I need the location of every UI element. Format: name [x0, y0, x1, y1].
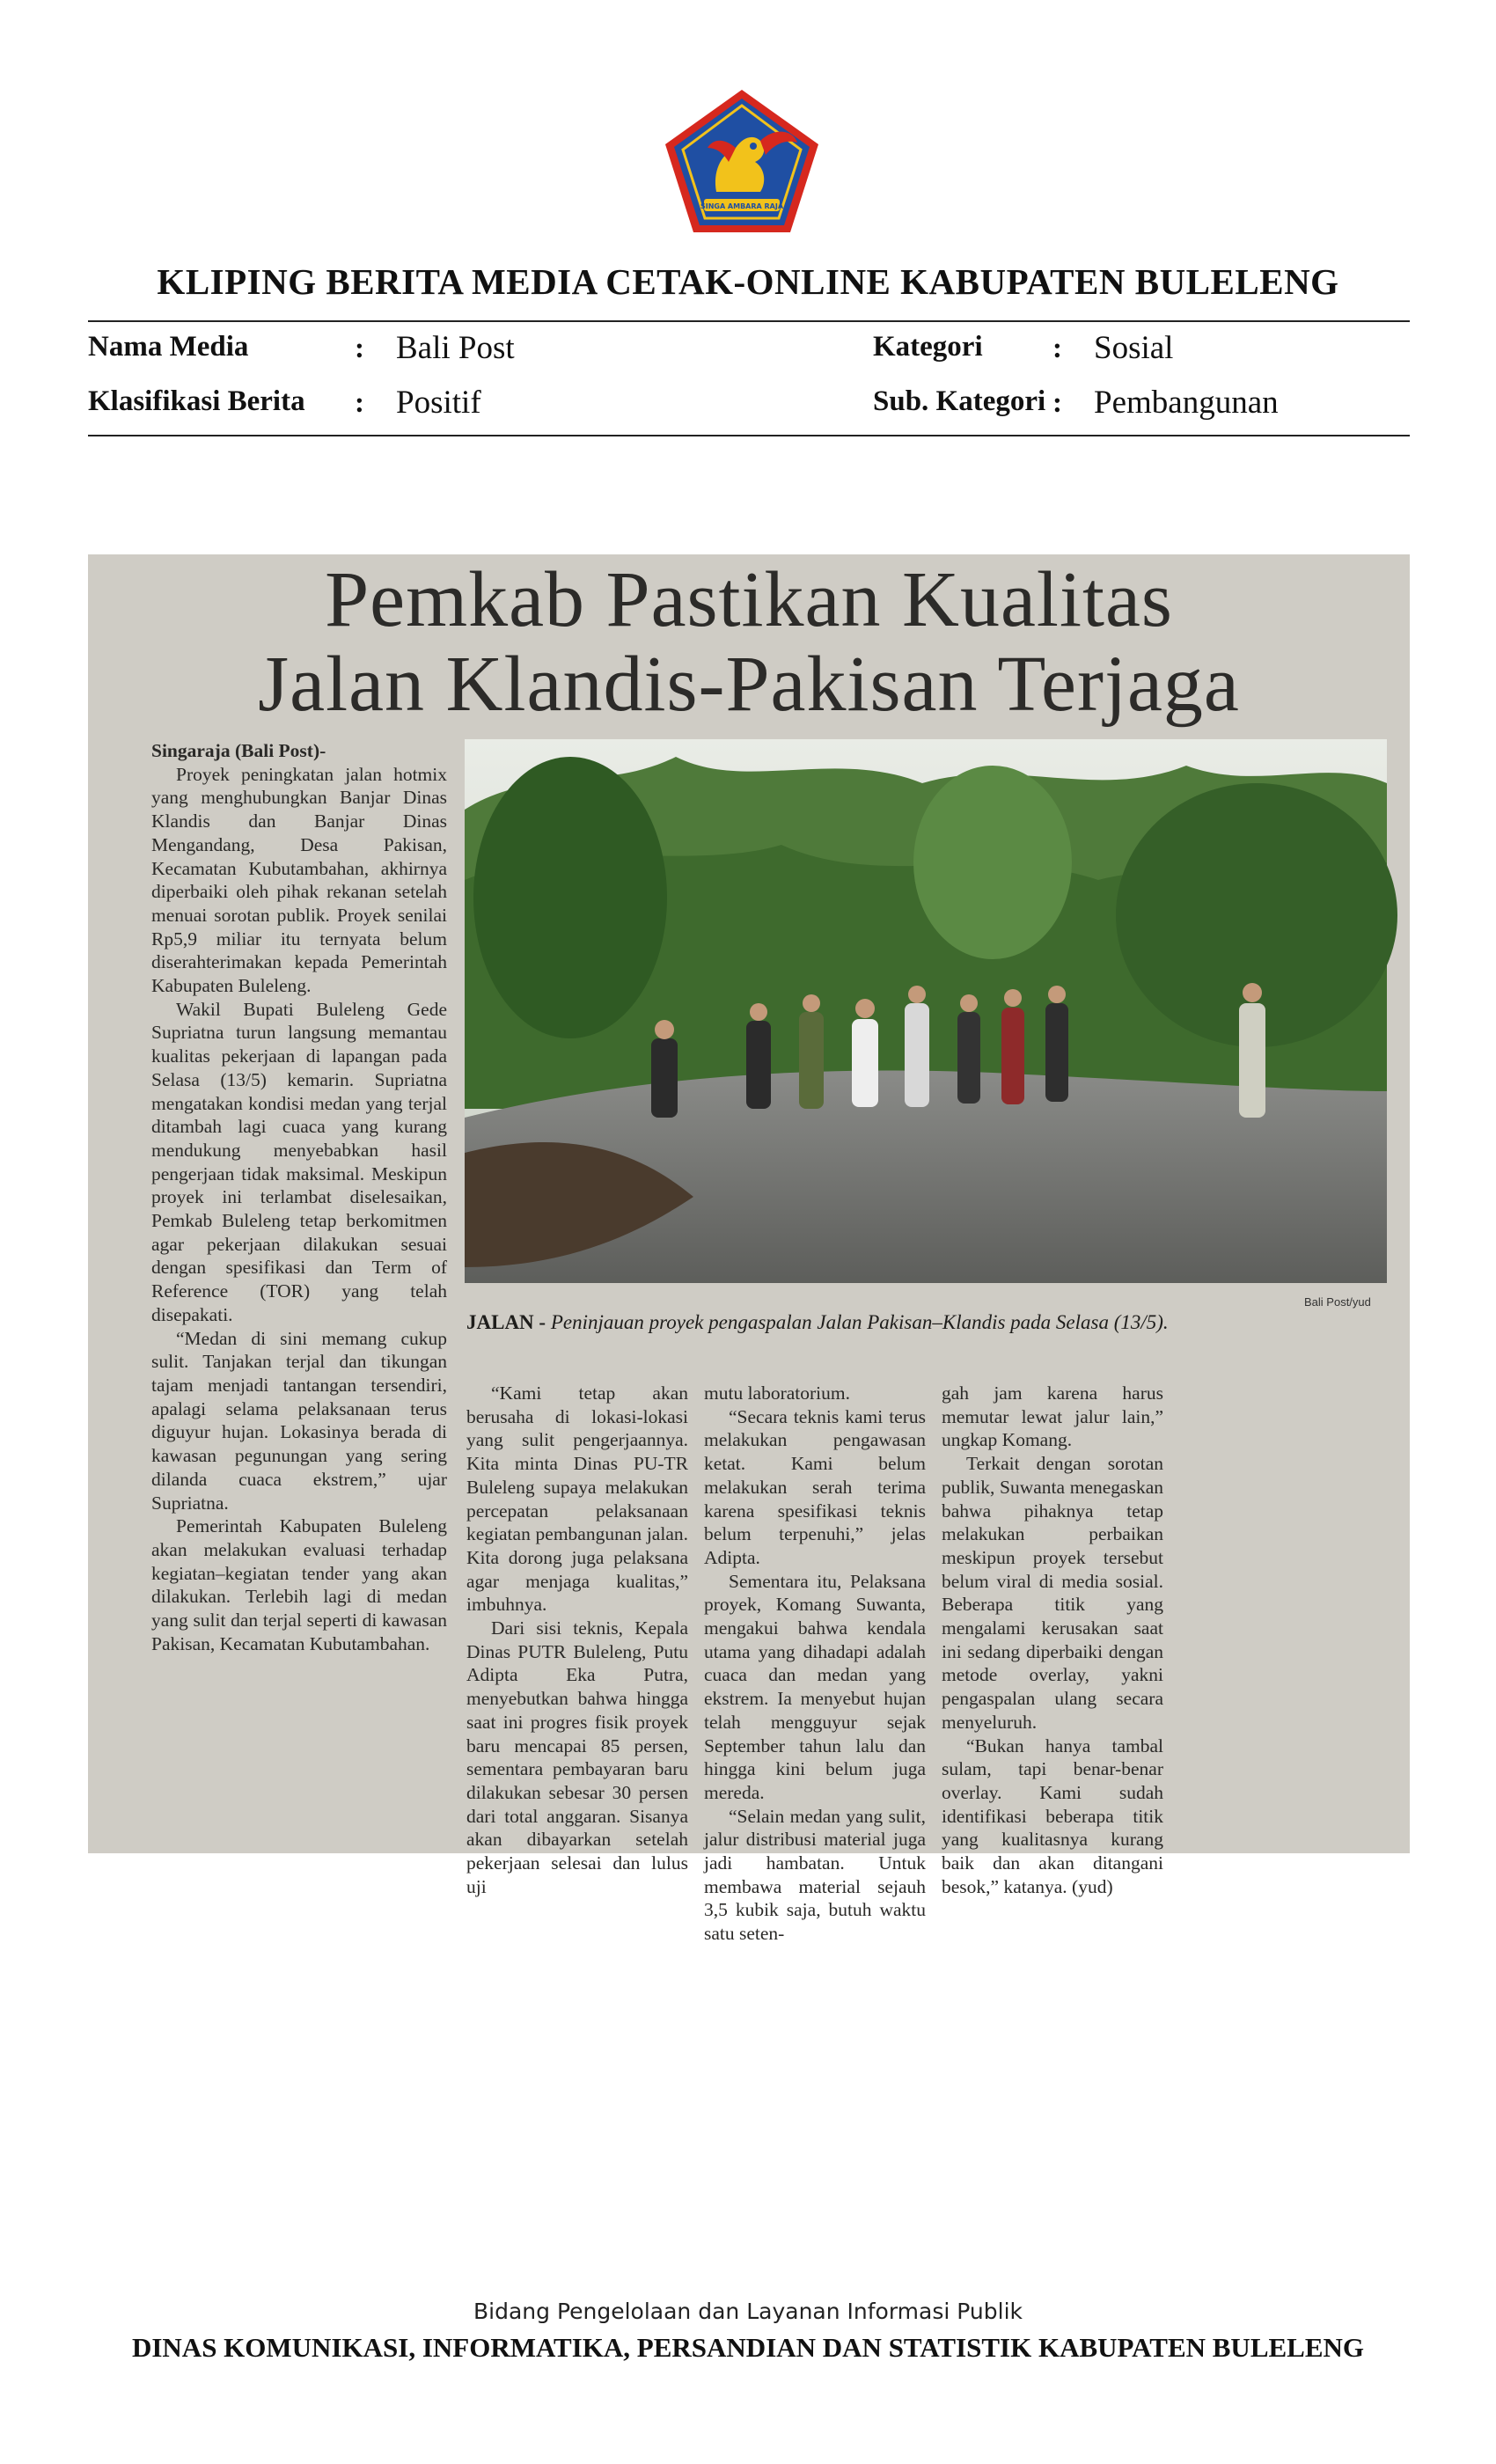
kategori-value: Sosial — [1094, 330, 1174, 366]
nama-media-colon: : — [355, 333, 364, 364]
header-rule-top — [88, 320, 1410, 322]
newspaper-clipping — [88, 554, 1410, 1945]
logo-motto: SINGA AMBARA RAJA — [700, 202, 784, 210]
paragraph: Dari sisi teknis, Kepala Dinas PUTR Buleleng, Putu Adipta Eka Putra, menyebutkan bahwa hingga saat ini progres fisik proyek baru mencapai 85 persen, sementara pembayaran baru dilakukan sebesar 30 persen dari total anggaran. Sisanya akan dibayarkan setelah pekerjaan selesai dan lulus uji — [466, 1617, 688, 1897]
paragraph: Pemerintah Kabupaten Buleleng akan melakukan evaluasi terhadap kegiatan–kegiatan tender yang akan dilakukan. Terlebih lagi di medan yang sulit dan terjal seperti di kawasan Pakisan, Kecamatan Kubutambahan. — [151, 1515, 447, 1654]
paragraph: gah jam karena harus memutar lewat jalur lain,” ungkap Komang. — [942, 1382, 1163, 1451]
paragraph: “Secara teknis kami terus melakukan pengawasan ketat. Kami belum melakukan serah terima karena spesifikasi teknis belum terpenuhi,” jelas Adipta. — [704, 1405, 926, 1568]
article-column-1 — [151, 739, 447, 1848]
paragraph: Wakil Bupati Buleleng Gede Supriatna turun langsung memantau kualitas pekerjaan di lapangan pada Selasa (13/5) kemarin. Supriatna mengatakan kondisi medan yang terjal ditambah lagi cuaca yang kurang mendukung menyebabkan hasil pengerjaan tidak maksimal. Meskipun proyek ini terlambat diselesaikan, Pemkab Buleleng tetap berkomitmen agar pekerjaan dilakukan sesuai dengan spesifikasi dan Term of Reference (TOR) yang telah disepakati. — [151, 998, 447, 1325]
paragraph: “Bukan hanya tambal sulam, tapi benar-benar overlay. Kami sudah identifikasi beberapa titik yang kualitasnya kurang baik dan akan ditangani besok,” katanya. (yud) — [942, 1734, 1163, 1897]
paragraph: “Medan di sini memang cukup sulit. Tanjakan terjal dan tikungan tajam menjadi tantangan tersendiri, apalagi selama pelaksanaan terus diguyur hujan. Lokasinya berada di kawasan pegunungan yang sering dilanda cuaca ekstrem,” ujar Supriatna. — [151, 1327, 447, 1514]
sub-kategori-colon: : — [1052, 387, 1062, 419]
kategori-label: Kategori — [873, 331, 983, 363]
article-column-3 — [704, 1382, 926, 1945]
photo-caption — [466, 1311, 1390, 1334]
caption-lead: JALAN - — [466, 1311, 546, 1333]
photo-credit: Bali Post/yud — [1304, 1295, 1371, 1309]
footer-department: Bidang Pengelolaan dan Layanan Informasi Publik — [473, 2299, 1023, 2324]
kategori-colon: : — [1052, 333, 1062, 364]
klasifikasi-value: Positif — [396, 385, 481, 421]
headline-line-2: Jalan Klandis-Pakisan Terjaga — [258, 641, 1240, 728]
paragraph: Proyek peningkatan jalan hotmix yang menghubungkan Banjar Dinas Klandis dan Banjar Dinas Mengandang, Desa Pakisan, Kecamatan Kubutambahan, akhirnya diperbaiki oleh pihak rekanan setelah menuai sorotan publik. Proyek senilai Rp5,9 miliar itu ternyata belum diserahterimakan kepada Pemerintah Kabupaten Buleleng. — [151, 763, 447, 997]
dateline: Singaraja (Bali Post)- — [151, 740, 326, 761]
caption-text: Peninjauan proyek pengaspalan Jalan Pakisan–Klandis pada Selasa (13/5). — [550, 1311, 1169, 1333]
klasifikasi-label: Klasifikasi Berita — [88, 385, 305, 417]
footer-agency: DINAS KOMUNIKASI, INFORMATIKA, PERSANDIAN DAN STATISTIK KABUPATEN BULELENG — [131, 2332, 1365, 2363]
sub-kategori-label: Sub. Kategori — [873, 385, 1046, 417]
paragraph: Sementara itu, Pelaksana proyek, Komang Suwanta, mengakui bahwa kendala utama yang dihadapi adalah cuaca dan medan yang ekstrem. Ia menyebut hujan telah mengguyur sejak September tahun lalu dan hingga kini belum juga mereda. — [704, 1570, 926, 1803]
article-column-4 — [942, 1382, 1163, 1897]
nama-media-value: Bali Post — [396, 330, 515, 366]
article-column-2 — [466, 1382, 688, 1897]
klasifikasi-colon: : — [355, 387, 364, 419]
paragraph: Terkait dengan sorotan publik, Suwanta menegaskan bahwa pihaknya tetap melakukan perbaikan meskipun proyek tersebut belum viral di media sosial. Beberapa titik yang mengalami kerusakan saat ini sedang diperbaiki dengan metode overlay, yakni pengaspalan ulang secara menyeluruh. — [942, 1453, 1163, 1733]
article-photo — [465, 739, 1387, 1283]
headline-line-1: Pemkab Pastikan Kualitas — [325, 556, 1173, 643]
paragraph: “Kami tetap akan berusaha di lokasi-lokasi yang sulit pengerjaannya. Kita minta Dinas PU-TR Buleleng supaya melakukan percepatan pelaksanaan kegiatan pembangunan jalan. Kita dorong juga pelaksana agar menjaga kualitas,” imbuhnya. — [466, 1382, 688, 1616]
header-rule-bottom — [88, 435, 1410, 436]
document-title: KLIPING BERITA MEDIA CETAK-ONLINE KABUPATEN BULELENG — [157, 261, 1339, 302]
buleleng-crest-logo — [662, 86, 822, 236]
sub-kategori-value: Pembangunan — [1094, 385, 1279, 421]
paragraph: “Selain medan yang sulit, jalur distribusi material juga jadi hambatan. Untuk membawa material sejauh 3,5 kubik saja, butuh waktu satu seten- — [704, 1805, 926, 1945]
nama-media-label: Nama Media — [88, 331, 249, 363]
paragraph: mutu laboratorium. — [704, 1382, 850, 1404]
